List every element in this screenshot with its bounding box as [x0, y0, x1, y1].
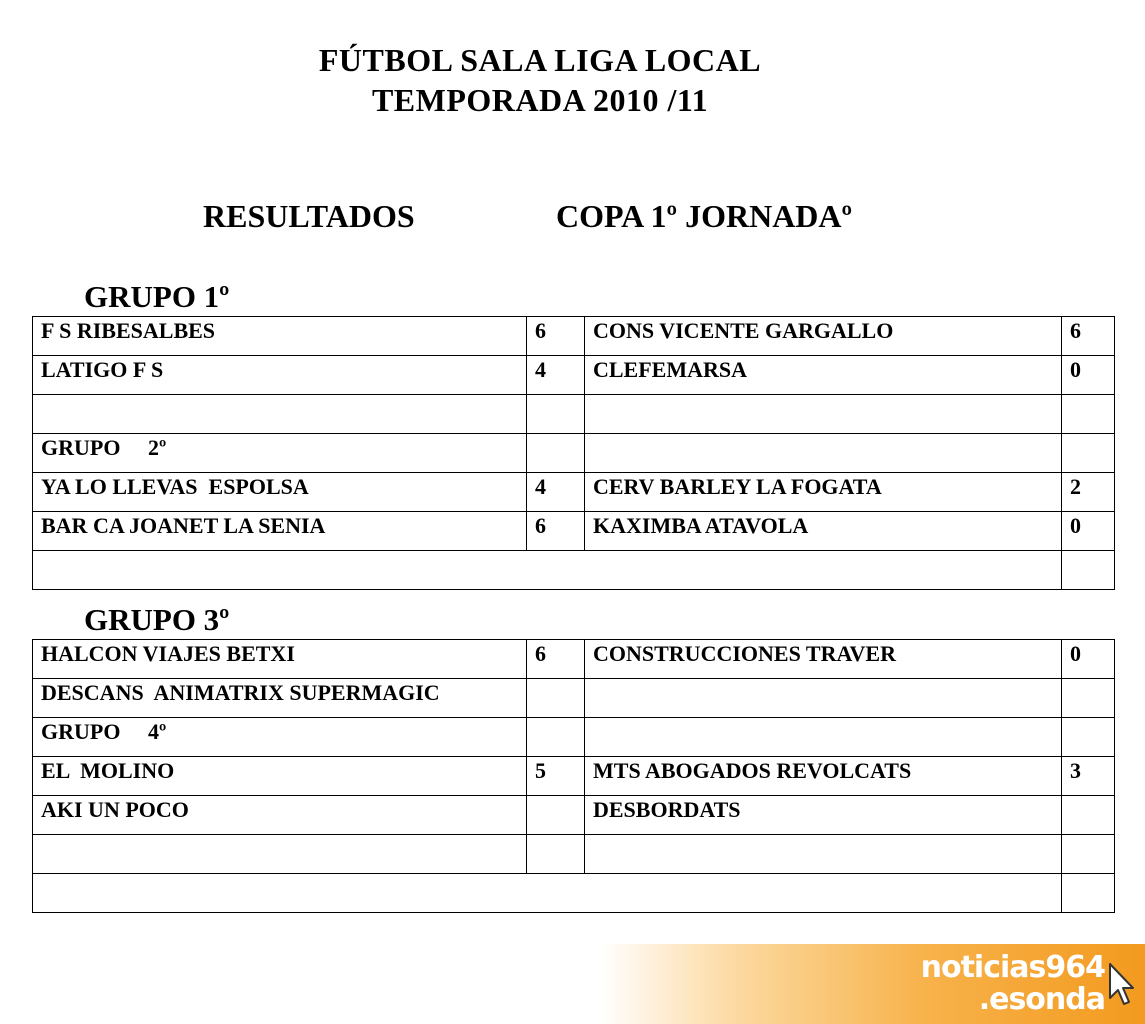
away-team — [585, 434, 1062, 473]
table-row — [33, 551, 1115, 590]
home-team: AKI UN POCO — [33, 796, 527, 835]
home-team: DESCANS ANIMATRIX SUPERMAGIC — [33, 679, 527, 718]
table-row — [33, 317, 1115, 356]
away-score — [1062, 434, 1115, 473]
noticias964-logo[interactable] — [600, 944, 1145, 1024]
results-table-group3-4 — [32, 639, 1115, 913]
empty-cell — [33, 551, 1062, 590]
home-team: LATIGO F S — [33, 356, 527, 395]
away-team: CERV BARLEY LA FOGATA — [585, 473, 1062, 512]
table-row — [33, 395, 1115, 434]
logo-line1: noticias964 — [920, 950, 1105, 985]
resultados-heading: RESULTADOS — [203, 198, 415, 234]
away-score — [1062, 835, 1115, 874]
away-team: DESBORDATS — [585, 796, 1062, 835]
away-score: 3 — [1062, 757, 1115, 796]
away-score: 0 — [1062, 640, 1115, 679]
table-row — [33, 874, 1115, 913]
table-row — [33, 679, 1115, 718]
away-score — [1062, 395, 1115, 434]
away-team — [585, 835, 1062, 874]
table-row — [33, 512, 1115, 551]
home-team — [33, 835, 527, 874]
table-row — [33, 473, 1115, 512]
table-row — [33, 640, 1115, 679]
table-row — [33, 757, 1115, 796]
home-score — [527, 395, 585, 434]
home-score: 5 — [527, 757, 585, 796]
empty-cell — [1062, 551, 1115, 590]
table-row — [33, 356, 1115, 395]
group1-heading: GRUPO 1º — [84, 279, 230, 314]
away-team: MTS ABOGADOS REVOLCATS — [585, 757, 1062, 796]
cursor-arrow-icon — [1107, 962, 1135, 1006]
home-score: 6 — [527, 317, 585, 356]
empty-cell — [1062, 874, 1115, 913]
table-row — [33, 835, 1115, 874]
away-team: CONSTRUCCIONES TRAVER — [585, 640, 1062, 679]
home-team: F S RIBESALBES — [33, 317, 527, 356]
away-team — [585, 679, 1062, 718]
home-score — [527, 434, 585, 473]
logo-text — [921, 952, 1105, 1016]
away-score: 0 — [1062, 356, 1115, 395]
away-team — [585, 395, 1062, 434]
table-row — [33, 796, 1115, 835]
copa-heading: COPA 1º JORNADAº — [556, 198, 853, 234]
home-team: HALCON VIAJES BETXI — [33, 640, 527, 679]
home-score: 4 — [527, 473, 585, 512]
away-team: KAXIMBA ATAVOLA — [585, 512, 1062, 551]
away-score: 2 — [1062, 473, 1115, 512]
group2-heading: GRUPO 2º — [33, 434, 527, 473]
page-title-line2: TEMPORADA 2010 /11 — [371, 82, 709, 118]
home-team: EL MOLINO — [33, 757, 527, 796]
home-score — [527, 796, 585, 835]
home-score — [527, 835, 585, 874]
away-score: 0 — [1062, 512, 1115, 551]
logo-line2: .esonda — [978, 982, 1105, 1017]
page-title-line1: FÚTBOL SALA LIGA LOCAL — [318, 42, 762, 78]
away-score: 6 — [1062, 317, 1115, 356]
home-score: 4 — [527, 356, 585, 395]
results-table-group1-2 — [32, 316, 1115, 590]
group4-heading: GRUPO 4º — [33, 718, 527, 757]
home-score — [527, 718, 585, 757]
away-score — [1062, 796, 1115, 835]
table-row — [33, 718, 1115, 757]
away-team — [585, 718, 1062, 757]
home-team: BAR CA JOANET LA SENIA — [33, 512, 527, 551]
home-score — [527, 679, 585, 718]
group3-heading: GRUPO 3º — [84, 602, 230, 637]
home-team — [33, 395, 527, 434]
empty-cell — [33, 874, 1062, 913]
away-team: CONS VICENTE GARGALLO — [585, 317, 1062, 356]
away-team: CLEFEMARSA — [585, 356, 1062, 395]
away-score — [1062, 718, 1115, 757]
table-row — [33, 434, 1115, 473]
home-score: 6 — [527, 640, 585, 679]
home-score: 6 — [527, 512, 585, 551]
away-score — [1062, 679, 1115, 718]
home-team: YA LO LLEVAS ESPOLSA — [33, 473, 527, 512]
